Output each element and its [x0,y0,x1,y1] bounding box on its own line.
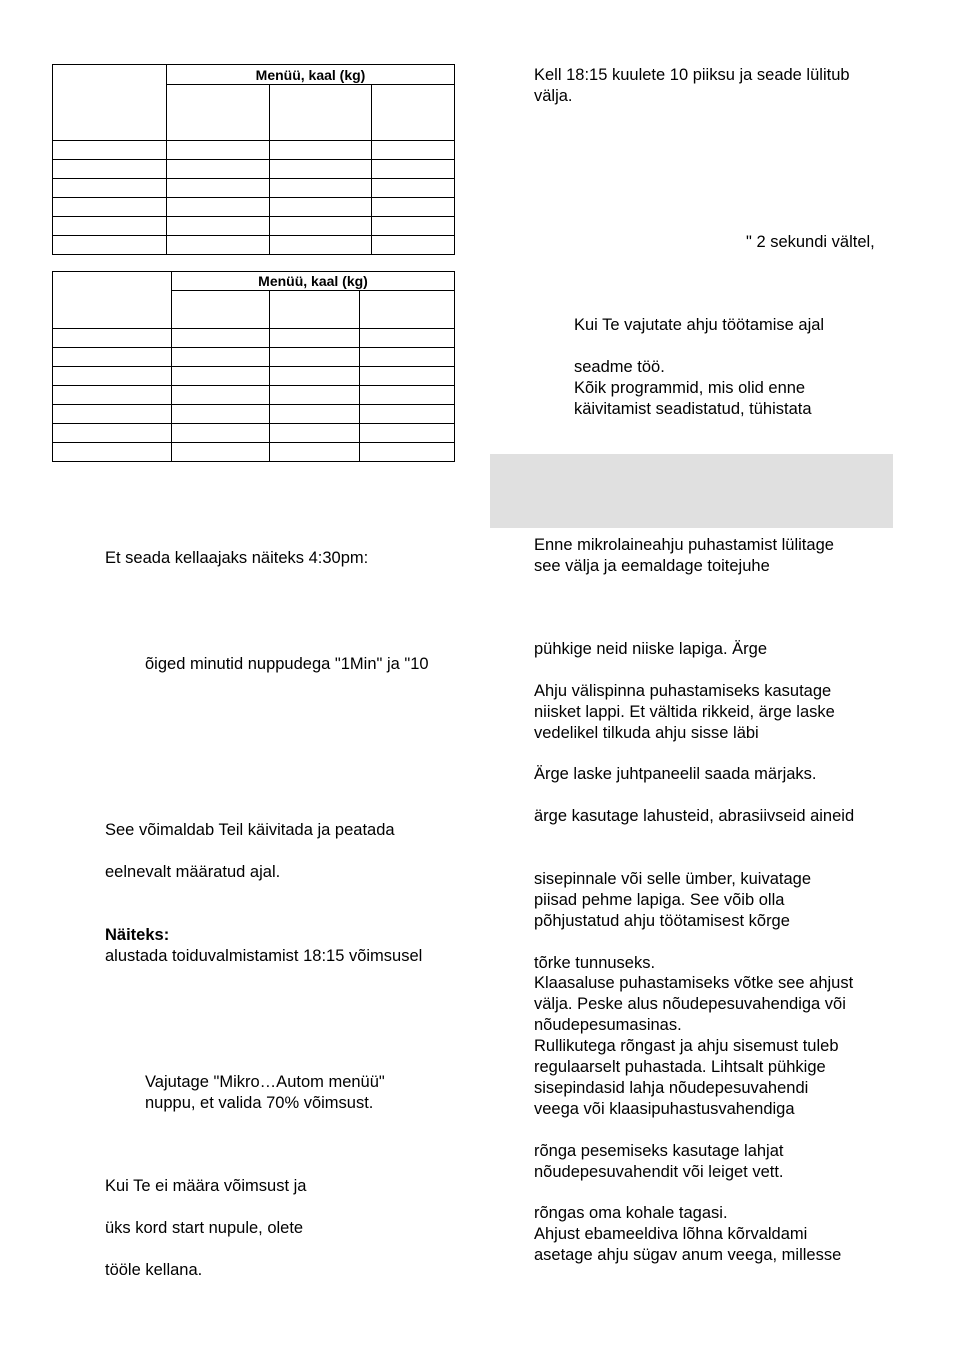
text-line: veega või klaasipuhastusvahendiga [534,1099,795,1118]
table-row [53,217,455,236]
press-block [145,1072,385,1114]
table-row [53,236,455,255]
power-block [105,1176,306,1281]
text-line: Kõik programmid, mis olid enne [574,378,806,397]
text-line: välja. Peske alus nõudepesuvahendiga või [534,995,846,1014]
text-line: Rullikutega rõngast ja ahju sisemust tuleb [534,1037,839,1056]
text-line: Kui Te vajutate ahju töötamise ajal [574,316,825,334]
text-line: nõudepesuvahendit või leiget vett. [534,1162,784,1181]
text-line: üks kord start nupule, olete [105,1218,304,1237]
text-line: põhjustatud ahju töötamisest kõrge [534,911,790,930]
example-text: alustada toiduvalmistamist 18:15 võimsusel [105,946,423,965]
table-corner-cell [53,272,172,329]
enables-text [105,820,395,883]
table-row [53,141,455,160]
example-block [105,925,422,967]
section-heading-bar [490,454,893,528]
table-corner-cell [53,65,167,141]
press-during-block [574,315,824,420]
text-line: nuppu, et valida 70% võimsust. [145,1093,374,1112]
weight-table-2 [52,271,455,462]
table-row [53,443,455,462]
set-time-text: Et seada kellaajaks näiteks 4:30pm: [105,549,369,567]
table-row [53,198,455,217]
table-row [53,348,455,367]
text-line: Enne mikrolaineahju puhastamist lülitage [534,536,834,554]
table-row [53,405,455,424]
text-line: tõrke tunnuseks. [534,953,656,972]
text-line: sisepinnale või selle ümber, kuivatage [534,869,811,888]
text-line: See võimaldab Teil käivitada ja peatada [105,821,395,839]
text-line: see välja ja eemaldage toitejuhe [534,556,770,575]
text-line: Ahjust ebameeldiva lõhna kõrvaldami [534,1225,808,1244]
text-line: vedelikel tilkuda ahju sisse läbi [534,723,759,742]
text-line: pühkige neid niiske lapiga. Ärge [534,640,767,658]
text-line: tööle kellana. [105,1260,203,1279]
cleaning-block [534,639,854,1266]
text-line: nõudepesumasinas. [534,1016,682,1035]
text-line: rõnga pesemiseks kasutage lahjat [534,1141,784,1160]
table-row [53,179,455,198]
text-line: eelnevalt määratud ajal. [105,862,281,881]
beeps-block [534,65,850,107]
table-row [53,424,455,443]
text-line: Ärge laske juhtpaneelil saada märjaks. [534,765,817,784]
text-line: Kui Te ei määra võimsust ja [105,1177,307,1195]
text-line: niisket lappi. Et vältida rikkeid, ärge laske [534,702,835,721]
text-line: sisepindasid lahja nõudepesuvahendi [534,1078,809,1097]
table-row [53,367,455,386]
text-line: Klaasaluse puhastamiseks võtke see ahjust [534,974,854,993]
table-row [53,329,455,348]
text-line: käivitamist seadistatud, tühistata [574,399,812,418]
text-line: Kell 18:15 kuulete 10 piiksu ja seade lülitub [534,66,850,84]
text-line: regulaarselt puhastada. Lihtsalt pühkige [534,1058,826,1077]
text-line: piisad pehme lapiga. See võib olla [534,890,785,909]
text-line: Vajutage "Mikro…Autom menüü" [145,1073,385,1091]
table-row [53,386,455,405]
minutes-text: õiged minutid nuppudega "1Min" ja "10 [145,655,429,673]
table-header: Menüü, kaal (kg) [167,65,455,85]
text-line: asetage ahju sügav anum veega, millesse [534,1246,842,1265]
cleaning-intro [534,535,834,577]
two-seconds-text: " 2 sekundi vältel, [746,233,875,251]
text-line: seadme töö. [574,357,665,376]
text-line: rõngas oma kohale tagasi. [534,1204,728,1223]
weight-table-1 [52,64,455,255]
text-line: ärge kasutage lahusteid, abrasiivseid aineid [534,807,855,826]
table-row [53,160,455,179]
text-line: välja. [534,86,573,105]
example-title: Näiteks: [105,926,170,944]
table-header: Menüü, kaal (kg) [172,272,455,291]
text-line: Ahju välispinna puhastamiseks kasutage [534,681,832,700]
